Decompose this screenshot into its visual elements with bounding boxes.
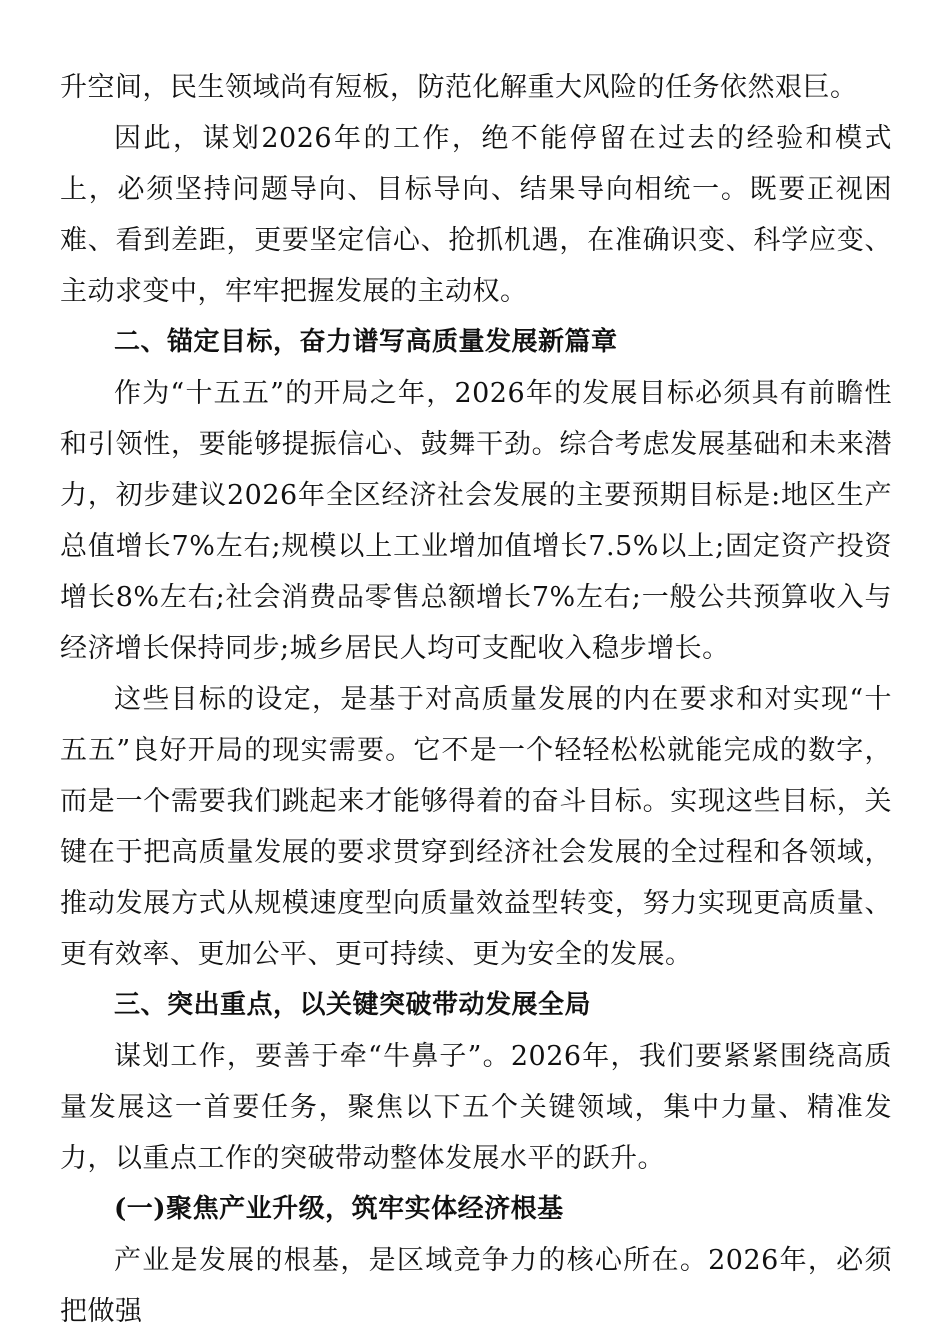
body-paragraph: 这些目标的设定，是基于对高质量发展的内在要求和对实现“十五五”良好开局的现实需要。它不是一个轻轻松松就能完成的数字，而是一个需要我们跳起来才能够得着的奋斗目标。实现这些目标，关键在于把高质量发展的要求贯穿到经济社会发展的全过程和各领域，推动发展方式从规模速度型向质量效益型转变，努力实现更高质量、更有效率、更加公平、更可持续、更为安全的发展。 [60, 684, 892, 970]
section-heading: 三、突出重点，以关键突破带动发展全局 [114, 990, 592, 1020]
body-paragraph: 作为“十五五”的开局之年，2026年的发展目标必须具有前瞻性和引领性，要能够提振信心、鼓舞干劲。综合考虑发展基础和未来潜力，初步建议2026年全区经济社会发展的主要预期目标是:地区生产总值增长7%左右;规模以上工业增加值增长7.5%以上;固定资产投资增长8%左右;社会消费品零售总额增长7%左右;一般公共预算收入与经济增长保持同步;城乡居民人均可支配收入稳步增长。 [60, 378, 892, 664]
body-paragraph: 产业是发展的根基，是区域竞争力的核心所在。2026年，必须把做强 [60, 1245, 892, 1327]
body-paragraph: 因此，谋划2026年的工作，绝不能停留在过去的经验和模式上，必须坚持问题导向、目标导向、结果导向相统一。既要正视困难、看到差距，更要坚定信心、抢抓机遇，在准确识变、科学应变、主动求变中，牢牢把握发展的主动权。 [60, 123, 892, 307]
document-page [60, 62, 892, 1337]
section-heading: 二、锚定目标，奋力谱写高质量发展新篇章 [114, 327, 618, 357]
body-paragraph: 谋划工作，要善于牵“牛鼻子”。2026年，我们要紧紧围绕高质量发展这一首要任务，聚焦以下五个关键领域，集中力量、精准发力，以重点工作的突破带动整体发展水平的跃升。 [60, 1041, 892, 1174]
body-paragraph: 升空间，民生领域尚有短板，防范化解重大风险的任务依然艰巨。 [60, 72, 858, 103]
subsection-heading: (一)聚焦产业升级，筑牢实体经济根基 [114, 1194, 564, 1224]
